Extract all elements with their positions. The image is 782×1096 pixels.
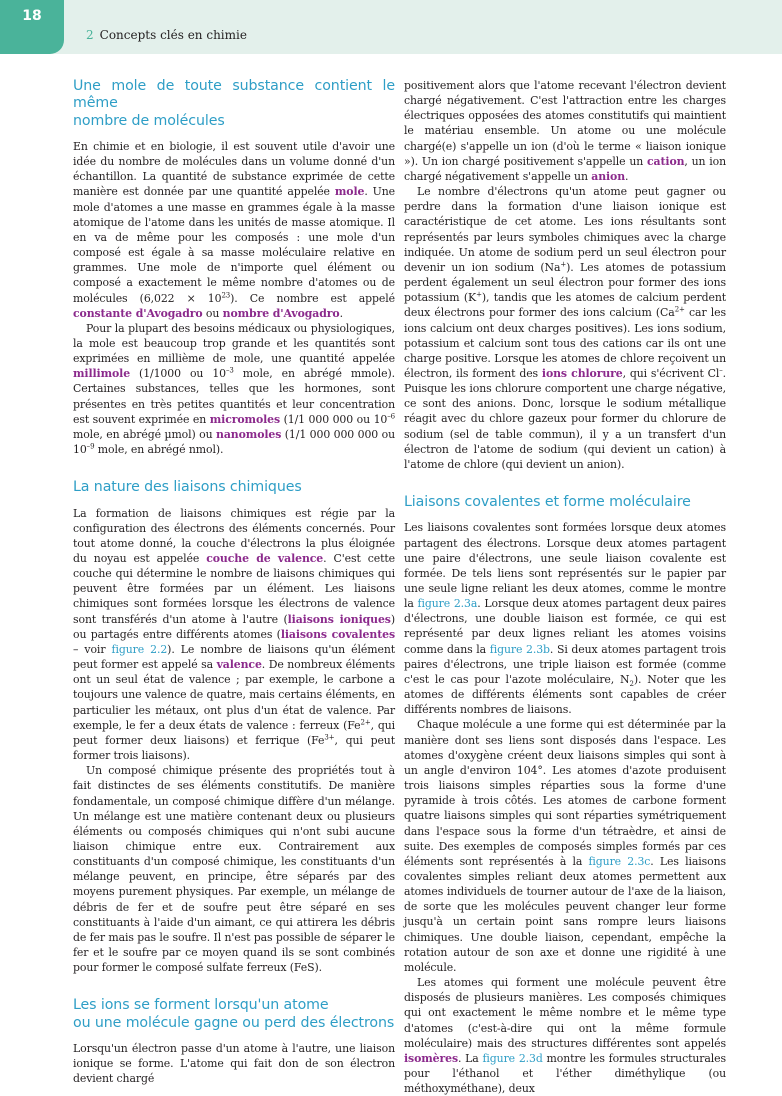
keyword-liaisons-ioniques: liaisons ioniques (287, 612, 391, 626)
paragraph: positivement alors que l'atome recevant l'électron devient chargé négativement. C'est l'attraction entre les charges électriques opposées des atomes constitutifs qui maintient le matériau ensemble. Un atome ou une molécule chargé(e) s'appelle un ion (d'où le terme « liaison ionique »). Un ion chargé positivement s'appelle un cation, un ion chargé négativement s'appelle un anion. (404, 79, 726, 183)
paragraph: Les atomes qui forment une molécule peuvent être disposés de plusieurs manières. Les composés chimiques qui ont exactement le même nombre et le même type d'atomes (c'est-à-dire qui ont la même formule moléculaire) mais des structures différentes sont appelés isomères. La figure 2.3d montre les formules structurales pour l'éthanol et l'éther diméthylique (ou méthoxyméthane), deux (404, 976, 726, 1096)
keyword-constante-avogadro: constante d'Avogadro (73, 306, 203, 320)
heading-line: nombre de molécules (73, 112, 225, 129)
keyword-anion: anion (591, 169, 626, 183)
paragraph: En chimie et en biologie, il est souvent utile d'avoir une idée du nombre de molécules dans un volume donné d'un échantillon. La quantité de substance exprimée de cette manière est donnée par une quantité appelée mole. Une mole d'atomes a une masse en grammes égale à la masse atomique de l'atome dans les unités de masse atomique. Il en va de même pour les composés : une mole d'un composé est égale à sa masse moléculaire relative en grammes. Une mole de n'importe quel élément ou composé a exactement le même nombre d'atomes ou de molécules $(6,022 \times 10^{23})$. Ce nombre est appelé constante d'Avogadro ou nombre d'Avogadro. (73, 139, 395, 320)
keyword-liaisons-covalentes: liaisons covalentes (280, 627, 395, 641)
keyword-nombre-avogadro: nombre d'Avogadro (222, 306, 340, 320)
section-heading-ions (73, 997, 395, 1032)
figure-link[interactable]: figure 2.2 (111, 642, 168, 656)
heading-line: Les ions se forment lorsqu'un atome (73, 997, 329, 1014)
chapter-number: 2 (86, 28, 94, 42)
heading-line: Une mole de toute substance contient le même (73, 78, 395, 112)
section-heading-mole (73, 78, 395, 130)
chapter-heading (86, 28, 247, 42)
section-heading-liaisons: La nature des liaisons chimiques (73, 479, 302, 496)
keyword-couche-valence: couche de valence (206, 552, 324, 565)
figure-link[interactable]: figure 2.3c (588, 854, 651, 868)
paragraph: La formation de liaisons chimiques est régie par la configuration des électrons des éléments concernés. Pour tout atome donné, la couche d'électrons la plus éloignée du noyau est appelée couche de valence. C'est cette couche qui détermine le nombre de liaisons chimiques qui peuvent être formées par un élément. Les liaisons chimiques sont formées lorsque les électrons de valence sont transférés d'un atome à l'autre (liaisons ioniques) ou partagés entre différents atomes (liaisons covalentes – voir figure 2.2). Le nombre de liaisons qu'un élément peut former est appelé sa valence. De nombreux éléments ont un seul état de valence ; par exemple, le carbone a toujours une valence de quatre, mais certains éléments, en particulier les métaux, ont plus d'un état de valence. Par exemple, le fer a deux états de valence : ferreux ($Fe^{2+}$, qui peut former deux liaisons) et ferrique ($Fe^{3+}$, qui peut former trois liaisons). (73, 506, 396, 763)
chapter-title: Concepts clés en chimie (99, 28, 247, 42)
paragraph: Un composé chimique présente des propriétés tout à fait distinctes de ses éléments constitutifs. De manière fondamentale, un composé chimique diffère d'un mélange. Un mélange est une matière contenant deux ou plusieurs éléments ou composés chimiques qui n'ont subi aucune liaison chimique entre eux. Contrairement aux constituants d'un composé chimique, les constituants d'un mélange peuvent, en principe, être séparés par des moyens purement physiques. Par exemple, un mélange de débris de fer et de soufre peut être séparé en ses constituants à l'aide d'un aimant, ce qui attirera les débris de fer mais pas le soufre. Il n'est pas possible de séparer le fer et le soufre par ce moyen quand ils se sont combinés pour former le composé sulfate ferreux (FeS). (73, 764, 395, 975)
figure-link[interactable]: figure 2.3a (417, 597, 478, 611)
right-column (404, 78, 726, 1096)
figure-link[interactable]: figure 2.3b (489, 642, 550, 656)
keyword-ions-chlorure: ions chlorure (541, 366, 623, 380)
keyword-nanomoles: nanomoles (216, 427, 282, 441)
keyword-mole: mole (334, 185, 365, 199)
keyword-millimole: millimole (73, 367, 131, 381)
page-number: 18 (0, 0, 64, 54)
paragraph: Les liaisons covalentes sont formées lorsque deux atomes partagent des électrons. Lorsque deux atomes partagent une paire d'électrons, une seule liaison covalente est formée. De tels liens sont représentés sur le papier par une seule ligne reliant les deux atomes, comme le montre la figure 2.3a. Lorsque deux atomes partagent deux paires d'électrons, une double liaison est formée, ce qui est représenté par deux lignes reliant les atomes voisins comme dans la figure 2.3b. Si deux atomes partagent trois paires d'électrons, une triple liaison est formée (comme c'est le cas pour l'azote moléculaire, $N_2$). Noter que les atomes de différents éléments sont capables de créer différents nombres de liaisons. (404, 521, 726, 717)
keyword-isomeres: isomères (404, 1051, 458, 1065)
heading-line: ou une molécule gagne ou perd des électrons (73, 1014, 395, 1031)
figure-link[interactable]: figure 2.3d (482, 1051, 543, 1065)
paragraph: Lorsqu'un électron passe d'un atome à l'autre, une liaison ionique se forme. L'atome qui fait don de son électron devient chargé (73, 1042, 395, 1086)
keyword-cation: cation (646, 154, 685, 168)
running-header (0, 0, 782, 54)
paragraph: Chaque molécule a une forme qui est déterminée par la manière dont ses liens sont disposés dans l'espace. Les atomes d'oxygène créent deux liaisons simples qui sont à un angle d'environ 104°. Les atomes d'azote produisent trois liaisons simples réparties sous la forme d'une pyramide à trois côtés. Les atomes de carbone forment quatre liaisons simples qui sont réparties symétriquement dans l'espace sous la forme d'un tétraèdre, et ainsi de suite. Des exemples de composés simples formés par ces éléments sont représentés à la figure 2.3c. Les liaisons covalentes simples reliant deux atomes permettent aux atomes individuels de tourner autour de l'axe de la liaison, de sorte que les molécules peuvent changer leur forme jusqu'à un certain point sans rompre leurs liaisons chimiques. Une double liaison, cependant, empêche la rotation autour de son axe et donne une rigidité à une molécule. (404, 718, 726, 974)
keyword-micromoles: micromoles (209, 412, 281, 426)
keyword-valence: valence (216, 658, 262, 672)
paragraph: Pour la plupart des besoins médicaux ou physiologiques, la mole est beaucoup trop grande et les quantités sont exprimées en millième de mole, une quantité appelée millimole (1/1000 ou $10^{-3}$ mole, en abrégé mmole). Certaines substances, telles que les hormones, sont présentes en très petites quantités et leur concentration est souvent exprimée en micromoles (1/1 000 000 ou $10^{-6}$ mole, en abrégé µmol) ou nanomoles (1/1 000 000 000 ou $10^{-9}$ mole, en abrégé nmol). (73, 321, 396, 457)
section-heading-covalentes: Liaisons covalentes et forme moléculaire (404, 494, 691, 511)
left-column (73, 78, 395, 1086)
paragraph: Le nombre d'électrons qu'un atome peut gagner ou perdre dans la formation d'une liaison ionique est caractéristique de cet atome. Les ions résultants sont représentés par leurs symboles chimiques avec la charge indiquée. Un atome de sodium perd un seul électron pour devenir un ion sodium (Na+). Les atomes de potassium perdent également un seul électron pour former des ions potassium (K+), tandis que les atomes de calcium perdent deux électrons pour former des ions calcium ($Ca^{2+}$ car les ions calcium ont deux charges positives). Les ions sodium, potassium et calcium sont tous des cations car ils ont une charge positive. Lorsque les atomes de chlore reçoivent un électron, ils forment des ions chlorure, qui s'écrivent Cl–. Puisque les ions chlorure comportent une charge négative, ce sont des anions. Donc, lorsque le sodium métallique réagit avec du chlore gazeux pour former du chlorure de sodium (sel de table commun), il y a un transfert d'un électron de l'atome de sodium (qui devient un cation) à l'atome de chlore (qui devient un anion). (404, 185, 727, 471)
